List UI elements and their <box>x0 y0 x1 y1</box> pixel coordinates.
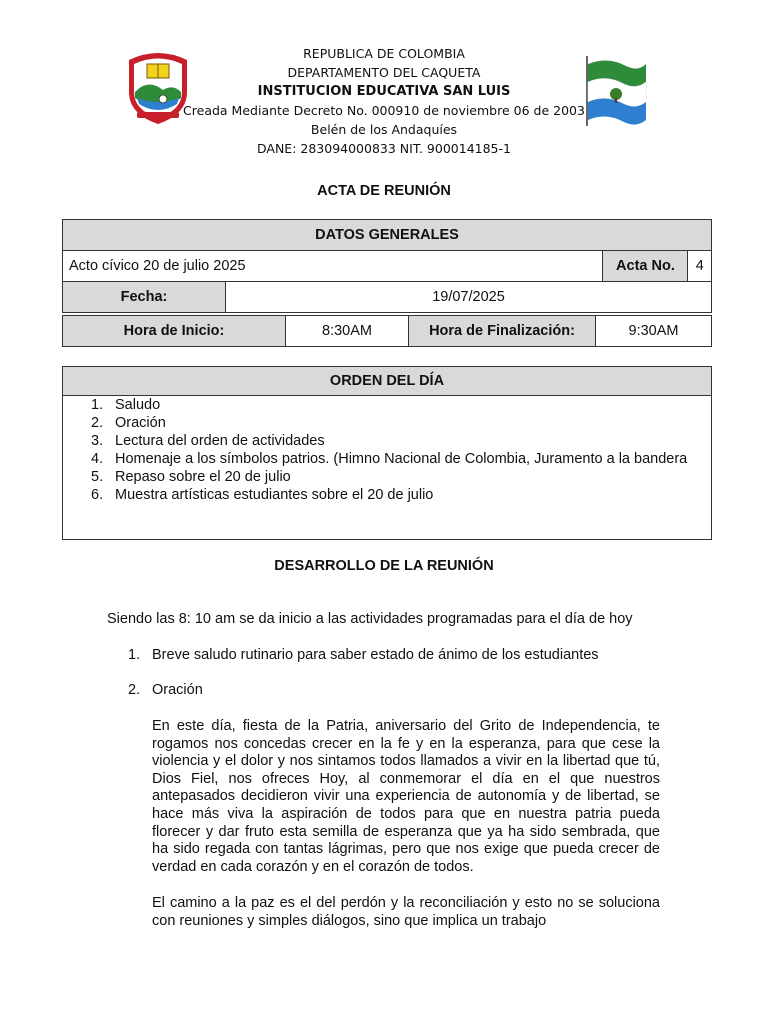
letterhead <box>0 44 768 158</box>
date-value: 19/07/2025 <box>226 282 712 313</box>
country-line: REPUBLICA DE COLOMBIA <box>303 46 465 61</box>
acta-number-value: 4 <box>688 251 712 282</box>
development-item-1: 1. Breve saludo rutinario para saber estado de ánimo de los estudiantes <box>128 647 599 663</box>
development-item-2: 2. Oración <box>128 682 203 698</box>
start-time-label: Hora de Inicio: <box>63 316 286 347</box>
decree-line: Creada Mediante Decreto No. 000910 de noviembre 06 de 2003 <box>183 103 585 118</box>
acta-number-label: Acta No. <box>603 251 688 282</box>
agenda-item: 1. Saludo <box>91 397 161 413</box>
development-heading: DESARROLLO DE LA REUNIÓN <box>274 558 494 574</box>
agenda-heading: ORDEN DEL DÍA <box>63 367 711 396</box>
agenda-box <box>62 366 712 540</box>
document-title: ACTA DE REUNIÓN <box>317 183 451 199</box>
agenda-list <box>63 396 711 504</box>
intro-text: Siendo las 8: 10 am se da inicio a las actividades programadas para el día de hoy <box>107 611 633 627</box>
general-data-table <box>62 219 712 313</box>
agenda-item: 6. Muestra artísticas estudiantes sobre el 20 de julio <box>91 487 434 503</box>
agenda-item: 4. Homenaje a los símbolos patrios. (Himno Nacional de Colombia, Juramento a la bandera <box>91 451 688 467</box>
end-time-value: 9:30AM <box>596 316 712 347</box>
agenda-item: 5. Repaso sobre el 20 de julio <box>91 469 291 485</box>
date-label: Fecha: <box>63 282 226 313</box>
dane-line: DANE: 283094000833 NIT. 900014185-1 <box>257 141 511 156</box>
prayer-paragraph: En este día, fiesta de la Patria, aniversario del Grito de Independencia, te rogamos nos concedas crecer en la fe y en la esperanza, para que cese la violencia y el dolor y nos sintamos todos llamados a vivir en la libertad que tú, Dios Fiel, nos ofreces Hoy, al conmemorar el día en el que nuestros antepasados decidieron vivir una experiencia de autonomía y de libertad, se hace más viva la aspiración de todos para que en nuestra patria pueda florecer y dar fruto esta semilla de esperanza que ya ha sido sembrada, que ha sido regada con tantas lágrimas, pero que nos exige que pueda crecer de verdad en cada corazón y en el corazón de todos. <box>152 718 660 875</box>
school-name: INSTITUCION EDUCATIVA SAN LUIS <box>257 84 511 99</box>
agenda-item: 3. Lectura del orden de actividades <box>91 433 325 449</box>
peace-paragraph: El camino a la paz es el del perdón y la reconciliación y esto no se soluciona con reuniones y simples diálogos, sino que implica un trabajo <box>152 895 660 929</box>
time-table <box>62 315 712 347</box>
department-line: DEPARTAMENTO DEL CAQUETA <box>287 65 481 80</box>
general-data-heading: DATOS GENERALES <box>63 220 712 251</box>
agenda-item: 2. Oración <box>91 415 166 431</box>
town-line: Belén de los Andaquíes <box>310 122 458 137</box>
end-time-label: Hora de Finalización: <box>409 316 596 347</box>
start-time-value: 8:30AM <box>286 316 409 347</box>
event-name: Acto cívico 20 de julio 2025 <box>63 251 603 282</box>
